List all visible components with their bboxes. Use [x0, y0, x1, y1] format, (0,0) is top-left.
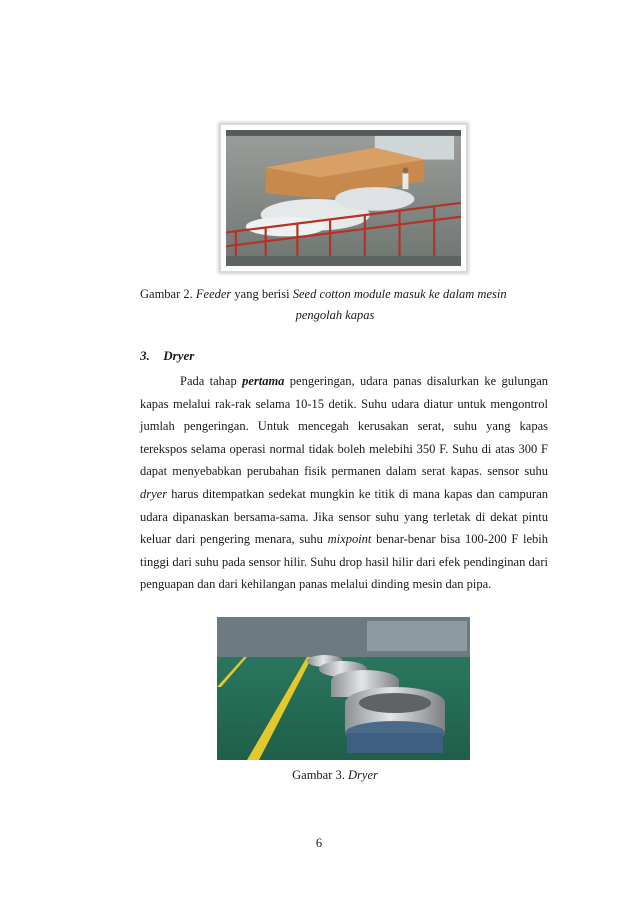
paragraph-part2: pengeringan, udara panas disalurkan ke gulungan kapas melalui rak-rak selama 10-15 detik. Suhu udara diatur untuk mengontrol jumlah pengeringan. Untuk mencegah kerusakan serat, suhu yang kapas terekspos selama operasi normal tidak boleh melebihi 350 F. Suhu di atas 300 F dapat menyebabkan perubahan fisik permanen dalam serat kapas. sensor suhu [140, 374, 548, 479]
caption-term-dryer: Dryer [348, 768, 378, 782]
section-title: Dryer [163, 348, 195, 363]
section-heading [140, 348, 194, 364]
figure-caption-feeder-line1 [140, 285, 560, 303]
dryer-illustration [217, 617, 470, 760]
dryer-photo [217, 617, 470, 760]
feeder-photo [220, 124, 467, 272]
caption-middle: yang berisi [234, 287, 290, 301]
paragraph-part3: harus ditempatkan sedekat mungkin ke titik di mana kapas dan campuran udara dipanaskan bersama-sama. Jika sensor suhu yang terletak di dekat pintu keluar dari pengering menara, suhu [140, 486, 549, 547]
paragraph-part4: benar-benar bisa 100-200 F lebih tinggi dari suhu pada sensor hilir. Suhu drop hasil hilir dari efek pendinginan dari penguapan dan dari kehilangan panas melalui dinding mesin dan pipa. [140, 532, 549, 592]
caption-prefix-dryer: Gambar 3. [292, 768, 345, 782]
figure-caption-feeder-line2: pengolah kapas [295, 308, 375, 322]
paragraph-part1: Pada tahap [180, 374, 237, 388]
body-paragraph [140, 370, 548, 596]
figure-caption-dryer [140, 766, 530, 784]
caption-rest: Seed cotton module masuk ke dalam mesin [292, 287, 507, 301]
caption-term-feeder: Feeder [195, 287, 232, 301]
term-dryer: dryer [140, 486, 168, 501]
term-mixpoint: mixpoint [327, 532, 372, 547]
paragraph-emphasis: pertama [242, 374, 285, 388]
page-number: 6 [315, 836, 323, 850]
caption-prefix: Gambar 2. [140, 287, 193, 301]
section-number: 3. [140, 348, 150, 363]
feeder-illustration [226, 130, 461, 266]
